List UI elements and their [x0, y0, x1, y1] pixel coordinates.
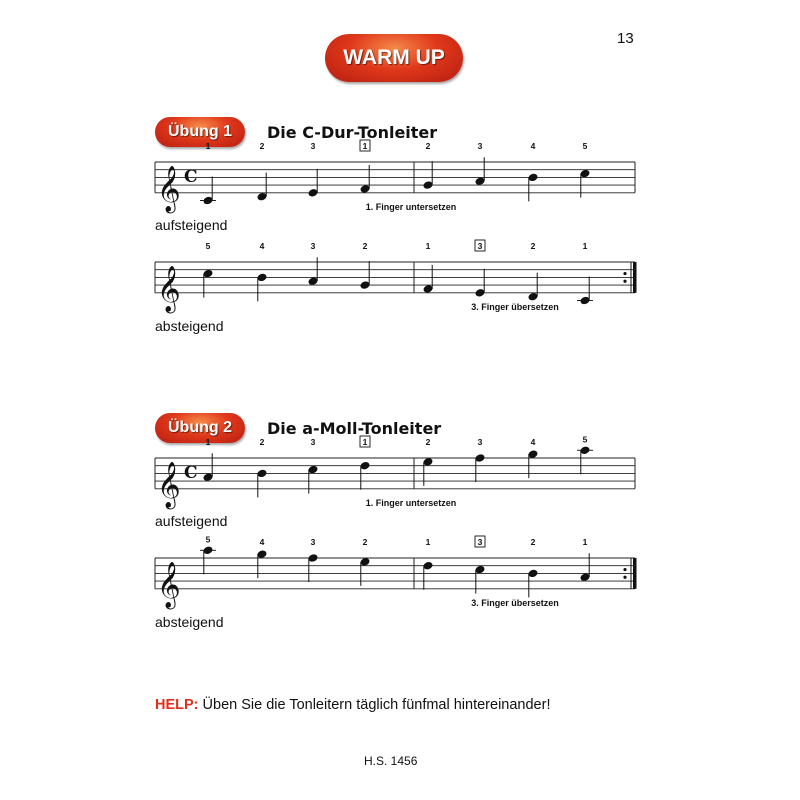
direction-label-ex1-down: absteigend — [155, 318, 224, 334]
direction-label-ex2-up: aufsteigend — [155, 513, 228, 529]
ex2-line1-finger-number: 4 — [530, 437, 536, 447]
direction-label-ex2-down: absteigend — [155, 614, 224, 630]
page-number: 13 — [617, 30, 634, 47]
ex2-line2-annotation: 3. Finger übersetzen — [471, 597, 559, 608]
help-label: HELP: — [155, 697, 199, 713]
ex2-line2-finger-number: 4 — [259, 537, 265, 547]
ex1-line2-repeat-dot — [623, 280, 626, 283]
exercise-1-badge: Übung 1 — [155, 117, 245, 147]
warmup-badge: WARM UP — [325, 34, 463, 82]
ex2-line1-finger-number: 2 — [425, 437, 431, 447]
ex2-line2-finger-number: 1 — [425, 537, 431, 547]
ex1-line1-treble-clef-icon: 𝄞 — [157, 165, 181, 212]
ex2-line2-repeat-dot — [623, 568, 626, 571]
ex1-line2-repeat-dot — [623, 272, 626, 275]
ex2-line2-finger-number: 2 — [530, 537, 536, 547]
exercise-2-title: Die a-Moll-Tonleiter — [267, 419, 442, 438]
ex1-line1-finger-number: 2 — [259, 141, 265, 151]
ex1-line2-finger-number: 1 — [582, 241, 588, 251]
ex2-line1-finger-number: 3 — [477, 437, 483, 447]
ex1-line2-finger-number: 5 — [205, 241, 211, 251]
ex1-line1-finger-number: 3 — [477, 141, 483, 151]
ex1-line2-finger-number: 1 — [425, 241, 431, 251]
ex2-line2-treble-clef-icon: 𝄞 — [157, 561, 181, 608]
exercise-2-badge: Übung 2 — [155, 413, 245, 443]
ex2-line2-finger-number: 1 — [582, 537, 588, 547]
ex2-line1-treble-clef-icon: 𝄞 — [157, 461, 181, 508]
ex2-line1-finger-number: 2 — [259, 437, 265, 447]
ex2-line2-finger-number: 3 — [477, 537, 483, 547]
ex2-line1-annotation: 1. Finger untersetzen — [365, 497, 457, 508]
ex2-line2-finger-number: 5 — [205, 534, 211, 545]
ex2-line2-finger-number: 3 — [310, 537, 316, 547]
ex2-line1-time-signature: C — [184, 463, 198, 484]
ex1-line1-finger-number: 3 — [310, 141, 316, 151]
ex2-line2-finger-number: 2 — [362, 537, 368, 547]
ex1-line1-annotation: 1. Finger untersetzen — [365, 201, 457, 212]
ex1-line2-annotation: 3. Finger übersetzen — [471, 301, 559, 312]
direction-label-ex1-up: aufsteigend — [155, 217, 228, 233]
ex1-line2-finger-number: 2 — [362, 241, 368, 251]
ex1-line2-finger-number: 2 — [530, 241, 536, 251]
ex2-line2-repeat-dot — [623, 576, 626, 579]
ex1-line1-finger-number: 2 — [425, 141, 431, 151]
ex1-line2-finger-number: 4 — [259, 241, 265, 251]
ex1-line1-finger-number: 4 — [530, 141, 536, 151]
ex2-line1-finger-number: 3 — [310, 437, 316, 447]
help-text: Üben Sie die Tonleitern täglich fünfmal hintereinander! — [198, 697, 551, 713]
ex2-line1-finger-number: 1 — [205, 437, 211, 447]
help-tip — [155, 697, 550, 713]
footer-code: H.S. 1456 — [364, 754, 418, 768]
ex1-line2-finger-number: 3 — [477, 241, 483, 251]
exercise-1-title: Die C-Dur-Tonleiter — [267, 123, 438, 142]
ex1-line1-finger-number: 5 — [582, 141, 588, 151]
ex1-line2-treble-clef-icon: 𝄞 — [157, 265, 181, 312]
ex2-line1-finger-number: 1 — [362, 437, 368, 447]
ex2-line2-end-thick-barline — [633, 558, 637, 589]
ex1-line2-end-thick-barline — [633, 262, 637, 293]
ex2-line1-finger-number: 5 — [582, 434, 588, 445]
ex1-line2-finger-number: 3 — [310, 241, 316, 251]
ex1-line1-finger-number: 1 — [205, 141, 211, 151]
ex1-line1-finger-number: 1 — [362, 141, 368, 151]
ex1-line1-time-signature: C — [184, 167, 198, 188]
